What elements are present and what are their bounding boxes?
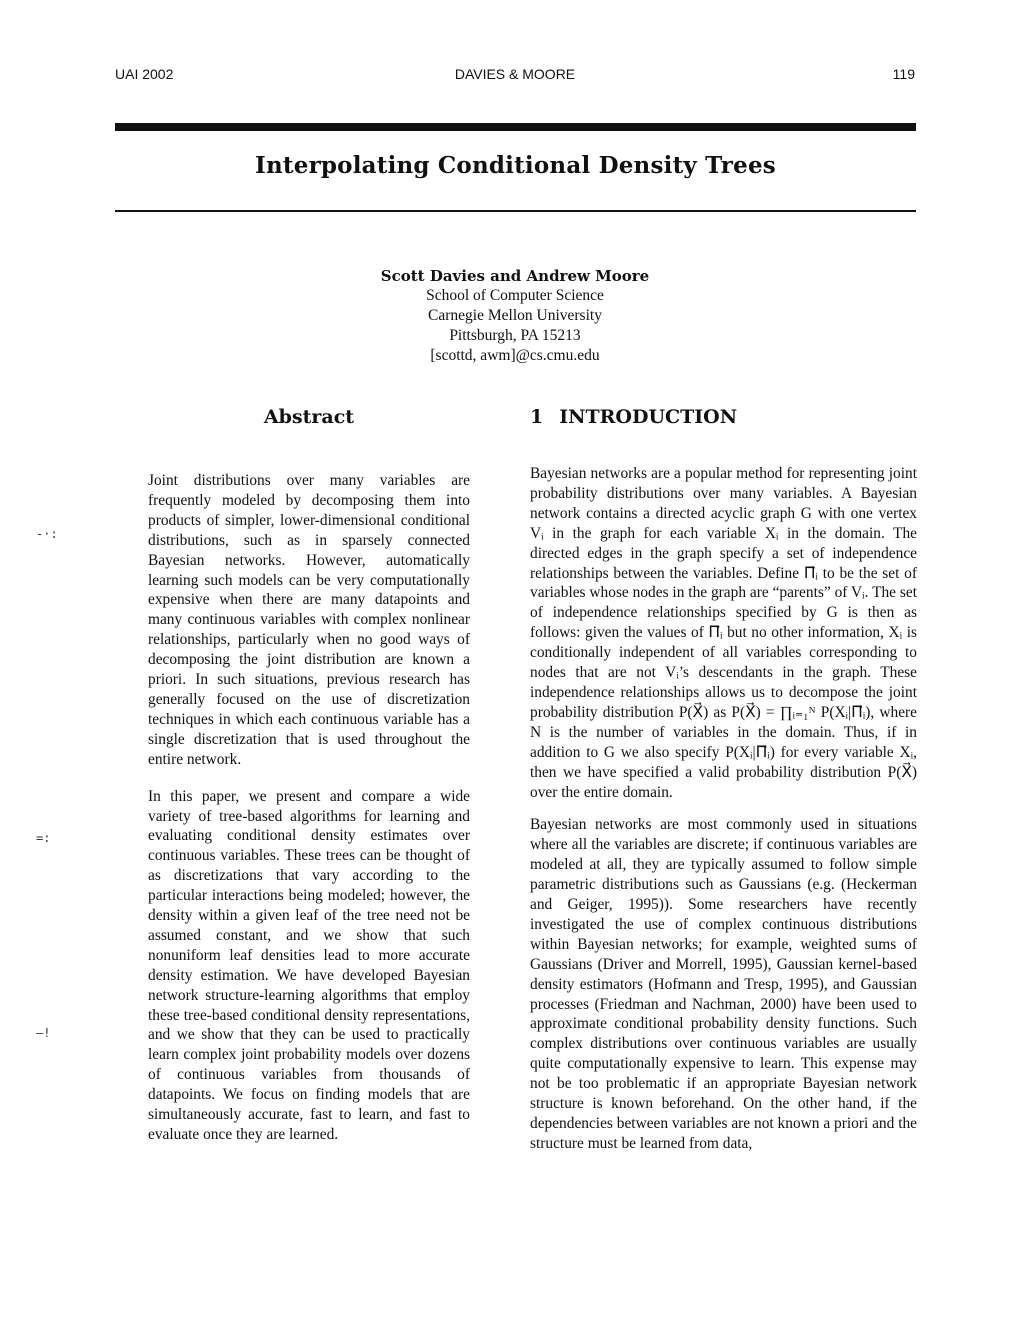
author-email: [scottd, awm]@cs.cmu.edu — [430, 347, 600, 364]
intro-paragraph-2: Bayesian networks are most commonly used in situations where all the variables are discrete; if continuous variables are modeled at all, they are typically assumed to follow simple parametric distributions such as Gaussians (e.g. (Heckerman and Geiger, 1995)). Some researchers have recently investigated the use of complex continuous distributions within Bayesian networks; for example, weighted sums of Gaussians (Driver and Morrell, 1995), Gaussian kernel-based density estimators (Hofmann and Tresp, 1995), and Gaussian processes (Friedman and Nachman, 2000) have been used to approximate conditional probability density functions. Such complex distributions over continuous variables are usually quite computationally expensive to learn. This expense may not be too problematic if an appropriate Bayesian network structure is known beforehand. On the other hand, if the dependencies between variables are not known a priori and the structure must be learned from data, — [530, 816, 917, 1152]
author-university: Carnegie Mellon University — [428, 307, 602, 324]
scan-margin-mark: -·: — [36, 527, 58, 541]
author-city: Pittsburgh, PA 15213 — [449, 327, 581, 344]
intro-paragraph-1: Bayesian networks are a popular method for representing joint probability distributions over many variables. A Bayesian network contains a directed acyclic graph G with one vertex Vᵢ in the graph for each variable Xᵢ in the domain. The directed edges in the graph specify a set of independence relationships between the variables. Define Π⃗ᵢ to be the set of variables whose nodes in the graph are “parents” of Vᵢ. The set of independence relationships specified by G is then as follows: given the values of Π⃗ᵢ but no other information, Xᵢ is conditionally independent of all variables corresponding to nodes that are not Vᵢ’s descendants in the graph. These independence relationships allows us to decompose the joint probability distribution P(X⃗) as P(X⃗) = ∏ᵢ₌₁ᴺ P(Xᵢ|Π⃗ᵢ), where N is the number of variables in the domain. Thus, if in addition to G we also specify P(Xᵢ|Π⃗ᵢ) for every variable Xᵢ, then we have specified a valid probability distribution P(X⃗) over the entire domain. — [530, 465, 917, 801]
author-block — [315, 266, 715, 366]
introduction-heading — [530, 406, 737, 428]
author-names: Scott Davies and Andrew Moore — [380, 267, 650, 285]
author-department: School of Computer Science — [426, 287, 604, 304]
section-title: INTRODUCTION — [559, 406, 738, 428]
scan-margin-mark: —! — [36, 1026, 51, 1040]
title-bottom-rule — [115, 210, 916, 212]
page-number: 119 — [892, 66, 915, 82]
scan-margin-mark: =: — [36, 831, 51, 845]
running-head-venue: UAI 2002 — [115, 66, 174, 82]
abstract-paragraph-1: Joint distributions over many variables are frequently modeled by decomposing them into products of simpler, lower-dimensional conditional distributions, such as in sparsely connected Bayesian networks. However, automatically learning such models can be very computationally expensive when there are many datapoints and many continuous variables with complex nonlinear relationships, particularly when no good ways of decomposing the joint distribution are known a priori. In such situations, previous research has generally focused on the use of discretization techniques in which each continuous variable has a single discretization that is used throughout the entire network. — [148, 472, 470, 768]
running-head — [115, 66, 915, 86]
section-number: 1 — [530, 406, 544, 428]
abstract-column — [148, 471, 470, 1158]
paper-title: Interpolating Conditional Density Trees — [255, 152, 776, 179]
title-top-rule — [115, 123, 916, 131]
running-head-authors: DAVIES & MOORE — [454, 66, 576, 82]
abstract-paragraph-2: In this paper, we present and compare a wide variety of tree-based algorithms for learning and evaluating conditional density estimates over continuous variables. These trees can be thought of as discretizations that vary according to the particular interactions being modeled; however, the density within a given leaf of the tree need not be assumed constant, and we show that such nonuniform leaf densities lead to more accurate density estimation. We have developed Bayesian network structure-learning algorithms that employ these tree-based conditional density representations, and we show that they can be used to practically learn complex joint probability models over dozens of continuous variables from thousands of datapoints. We focus on finding models that are simultaneously accurate, fast to learn, and fast to evaluate once they are learned. — [148, 787, 470, 1143]
abstract-heading: Abstract — [263, 406, 355, 428]
introduction-column — [530, 464, 917, 1167]
